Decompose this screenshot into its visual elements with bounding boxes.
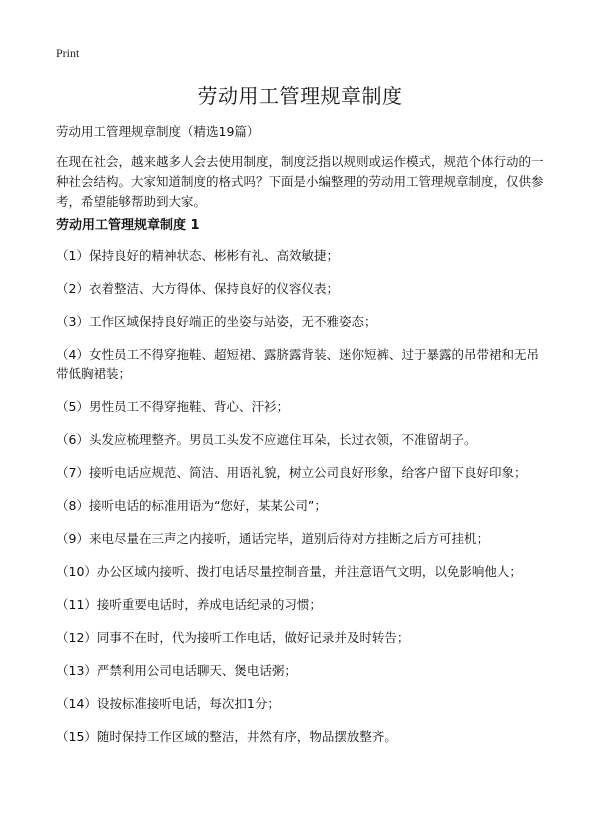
print-link[interactable]: Print bbox=[56, 46, 80, 60]
rule-item-14: （14）设按标准接听电话，每次扣1分； bbox=[56, 696, 280, 711]
rule-item-10: （10）办公区域内接听、拨打电话尽量控制音量，并注意语气文明，以免影响他人； bbox=[56, 564, 522, 579]
rule-item-4: （4）女性员工不得穿拖鞋、超短裙、露脐露背装、迷你短裤、过于暴露的吊带裙和无吊带低胸裙装； bbox=[56, 347, 539, 381]
rule-item-3: （3）工作区域保持良好端正的坐姿与站姿，无不雅姿态； bbox=[56, 314, 377, 329]
rule-item-15: （15）随时保持工作区域的整洁，井然有序，物品摆放整齐。 bbox=[56, 729, 397, 744]
rule-item-2: （2）衣着整洁、大方得体、保持良好的仪容仪表； bbox=[56, 281, 339, 296]
rule-item-13: （13）严禁利用公司电话聊天、煲电话粥； bbox=[56, 663, 297, 678]
rule-item-6: （6）头发应梳理整齐。男员工头发不应遮住耳朵，长过衣领，不准留胡子。 bbox=[56, 432, 477, 447]
rule-item-8: （8）接听电话的标准用语为“您好，某某公司”； bbox=[56, 498, 327, 513]
rule-item-5: （5）男性员工不得穿拖鞋、背心、汗衫； bbox=[56, 399, 289, 414]
rule-item-1: （1）保持良好的精神状态、彬彬有礼、高效敏捷； bbox=[56, 248, 339, 263]
intro-paragraph: 在现在社会，越来越多人会去使用制度，制度泛指以规则或运作模式，规范个体行动的一种社会结构。大家知道制度的格式吗？下面是小编整理的劳动用工管理规章制度，仅供参考，希望能够帮助到大家。 bbox=[56, 154, 544, 209]
rule-item-9: （9）来电尽量在三声之内接听，通话完毕，道别后待对方挂断之后方可挂机； bbox=[56, 531, 489, 546]
rule-item-11: （11）接听重要电话时，养成电话纪录的习惯； bbox=[56, 597, 322, 612]
rule-item-7: （7）接听电话应规范、简洁、用语礼貌，树立公司良好形象，给客户留下良好印象； bbox=[56, 465, 527, 480]
section-heading: 劳动用工管理规章制度 1 bbox=[56, 218, 200, 233]
page-title: 劳动用工管理规章制度 bbox=[197, 84, 403, 108]
document-subtitle: 劳动用工管理规章制度（精选19篇） bbox=[56, 124, 260, 139]
rules-list bbox=[56, 246, 548, 760]
rule-item-12: （12）同事不在时，代为接听工作电话，做好记录并及时转告； bbox=[56, 630, 410, 645]
